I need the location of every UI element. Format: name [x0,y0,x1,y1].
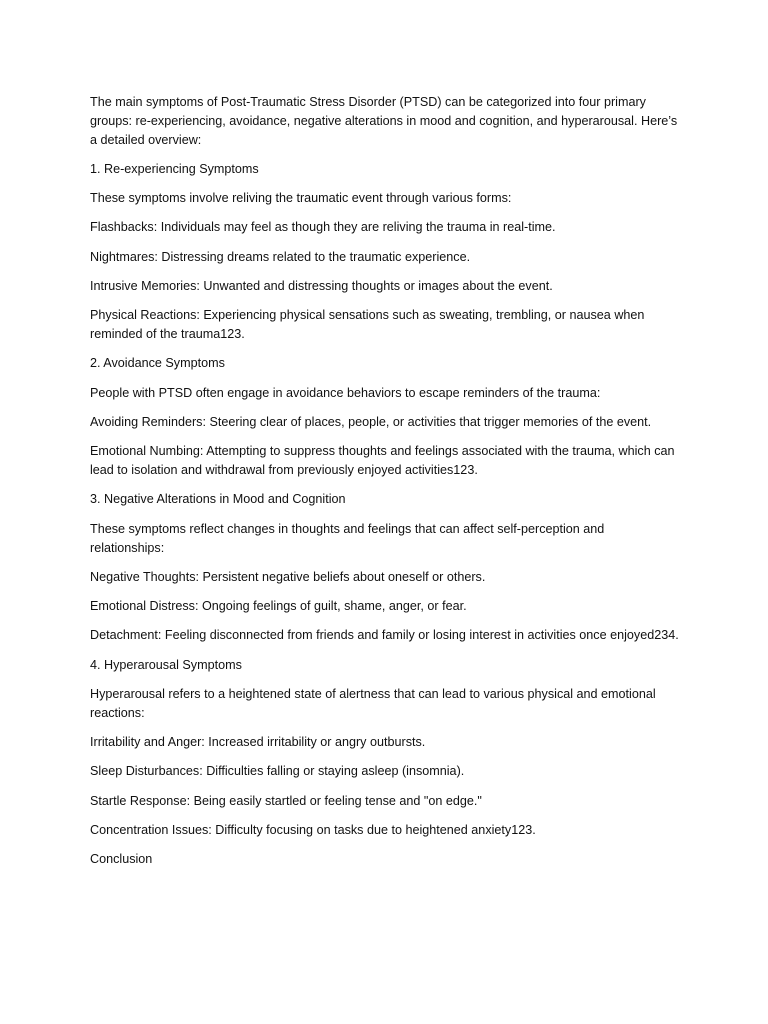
list-item: Negative Thoughts: Persistent negative beliefs about oneself or others. [90,569,486,584]
list-item: Startle Response: Being easily startled or feeling tense and "on edge." [90,793,482,808]
paragraph: People with PTSD often engage in avoidance behaviors to escape reminders of the trauma: [90,385,601,400]
list-item: Physical Reactions: Experiencing physical sensations such as sweating, trembling, or nausea when reminded of the trauma123. [90,308,645,342]
section-heading-avoidance: 2. Avoidance Symptoms [90,356,225,371]
list-item: Emotional Numbing: Attempting to suppress thoughts and feelings associated with the trauma, which can lead to isolation and withdrawal from previously enjoyed activities123. [90,444,675,478]
paragraph: These symptoms reflect changes in thoughts and feelings that can affect self-perception and relationships: [90,521,605,555]
list-item: Emotional Distress: Ongoing feelings of guilt, shame, anger, or fear. [90,599,467,614]
section-heading-mood-cognition: 3. Negative Alterations in Mood and Cognition [90,492,346,507]
document-body [90,93,680,880]
list-item: Sleep Disturbances: Difficulties falling or staying asleep (insomnia). [90,764,465,779]
paragraph: Hyperarousal refers to a heightened state of alertness that can lead to various physical and emotional reactions: [90,687,656,720]
list-item: Irritability and Anger: Increased irritability or angry outbursts. [90,735,426,750]
paragraph: These symptoms involve reliving the traumatic event through various forms: [90,191,512,206]
list-item: Avoiding Reminders: Steering clear of places, people, or activities that trigger memories of the event. [90,415,652,430]
list-item: Nightmares: Distressing dreams related to the traumatic experience. [90,249,471,264]
section-heading-hyperarousal: 4. Hyperarousal Symptoms [90,657,242,672]
list-item: Detachment: Feeling disconnected from friends and family or losing interest in activities once enjoyed234. [90,628,679,643]
list-item: Flashbacks: Individuals may feel as though they are reliving the trauma in real-time. [90,220,556,235]
section-heading-reexperiencing: 1. Re-experiencing Symptoms [90,161,259,176]
section-heading-conclusion: Conclusion [90,852,153,867]
list-item: Concentration Issues: Difficulty focusing on tasks due to heightened anxiety123. [90,823,536,838]
intro-paragraph: The main symptoms of Post-Traumatic Stress Disorder (PTSD) can be categorized into four primary groups: re-experiencing, avoidance, negative alterations in mood and cognition, and hyperarousal. Here’s a detailed overview: [90,95,678,147]
list-item: Intrusive Memories: Unwanted and distressing thoughts or images about the event. [90,279,553,294]
